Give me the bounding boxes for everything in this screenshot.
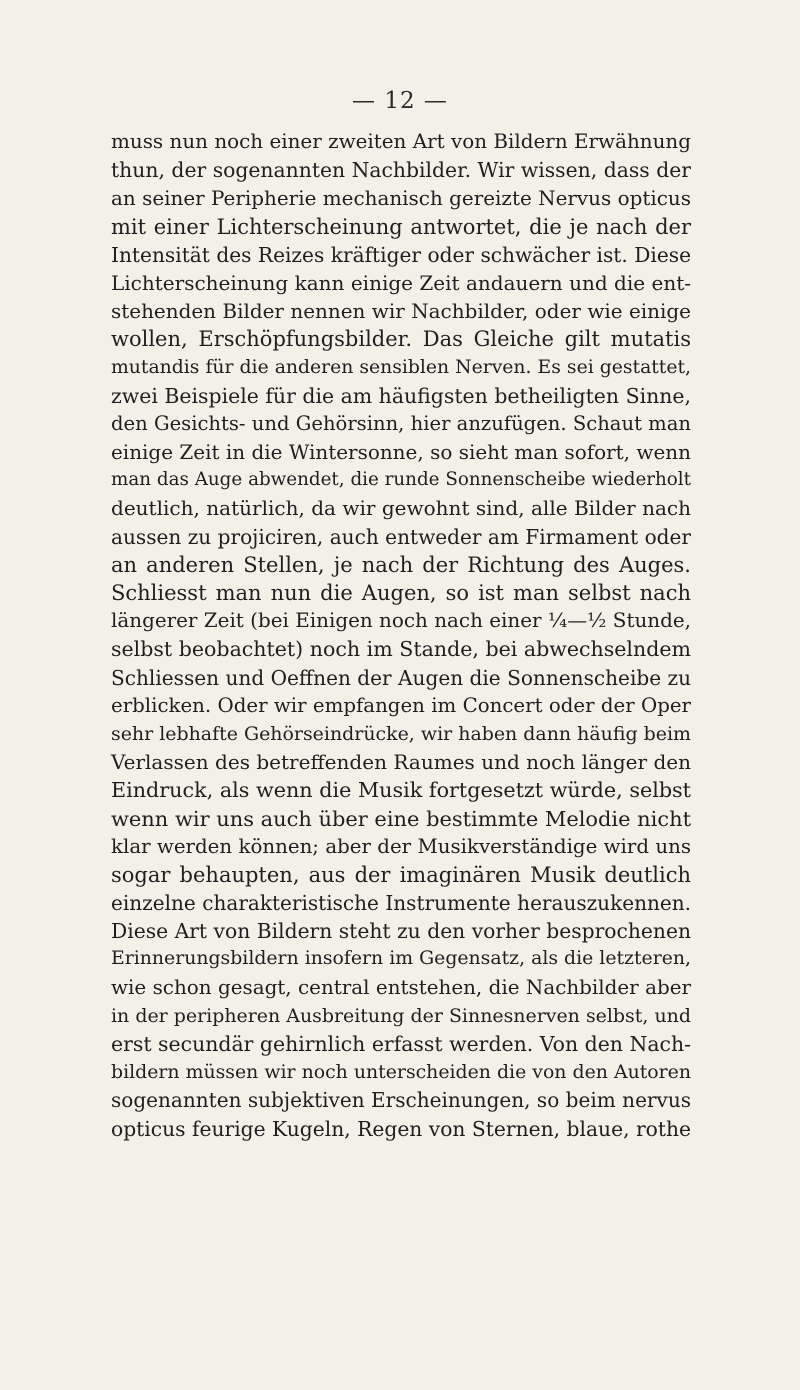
- text-line: mit einer Lichterscheinung antwortet, die je nach der: [111, 214, 691, 239]
- text-line: Schliessen und Oeffnen der Augen die Sonnenscheibe zu: [111, 665, 691, 690]
- text-line: sogenannten subjektiven Erscheinungen, so beim nervus: [111, 1088, 691, 1113]
- text-line: sehr lebhafte Gehörseindrücke, wir haben dann häufig beim: [111, 722, 691, 745]
- text-line: Erinnerungsbildern insofern im Gegensatz, als die letzteren,: [111, 948, 691, 970]
- text-line: an seiner Peripherie mechanisch gereizte Nervus opticus: [111, 186, 691, 211]
- text-line: Intensität des Reizes kräftiger oder schwächer ist. Diese: [111, 242, 691, 267]
- text-line: stehenden Bilder nennen wir Nachbilder, oder wie einige: [111, 299, 691, 324]
- text-line: deutlich, natürlich, da wir gewohnt sind, alle Bilder nach: [111, 496, 691, 521]
- text-line: opticus feurige Kugeln, Regen von Sternen, blaue, rothe: [111, 1116, 691, 1141]
- text-line: in der peripheren Ausbreitung der Sinnesnerven selbst, und: [111, 1004, 691, 1027]
- text-line: wenn wir uns auch über eine bestimmte Melodie nicht: [111, 806, 691, 831]
- text-line: muss nun noch einer zweiten Art von Bildern Erwähnung: [111, 130, 691, 153]
- text-line: selbst beobachtet) noch im Stande, bei abwechselndem: [111, 637, 691, 662]
- text-line: wollen, Erschöpfungsbilder. Das Gleiche gilt mutatis: [111, 327, 691, 352]
- text-line: Schliesst man nun die Augen, so ist man selbst nach: [111, 581, 691, 605]
- text-line: zwei Beispiele für die am häufigsten betheiligten Sinne,: [111, 383, 691, 408]
- text-line: erst secundär gehirnlich erfasst werden. Von den Nach-: [111, 1032, 691, 1056]
- text-line: bildern müssen wir noch unterscheiden die von den Autoren: [111, 1061, 691, 1084]
- text-line: an anderen Stellen, je nach der Richtung des Auges.: [111, 552, 691, 577]
- text-line: einige Zeit in die Wintersonne, so sieht man sofort, wenn: [111, 440, 691, 465]
- text-line: man das Auge abwendet, die runde Sonnenscheibe wiederholt: [111, 469, 691, 491]
- text-line: wie schon gesagt, central entstehen, die Nachbilder aber: [111, 975, 691, 999]
- page-number: — 12 —: [352, 88, 448, 114]
- text-line: Diese Art von Bildern steht zu den vorher besprochenen: [111, 919, 691, 944]
- text-line: den Gesichts- und Gehörsinn, hier anzufügen. Schaut man: [111, 411, 691, 435]
- text-line: klar werden können; aber der Musikverständige wird uns: [111, 834, 691, 858]
- text-line: Verlassen des betreffenden Raumes und noch länger den: [111, 750, 691, 775]
- text-line: thun, der sogenannten Nachbilder. Wir wissen, dass der: [111, 158, 691, 183]
- body-text: [111, 128, 691, 1143]
- text-line: erblicken. Oder wir empfangen im Concert oder der Oper: [111, 693, 691, 717]
- text-line: Lichterscheinung kann einige Zeit andauern und die ent-: [111, 270, 691, 295]
- text-line: Eindruck, als wenn die Musik fortgesetzt würde, selbst: [111, 778, 691, 803]
- text-line: sogar behaupten, aus der imaginären Musik deutlich: [111, 862, 691, 887]
- text-line: aussen zu projiciren, auch entweder am Firmament oder: [111, 524, 691, 549]
- text-line: einzelne charakteristische Instrumente herauszukennen.: [111, 891, 691, 916]
- text-line: mutandis für die anderen sensiblen Nerven. Es sei gestattet,: [111, 356, 691, 378]
- text-line: längerer Zeit (bei Einigen noch nach einer ¼—½ Stunde,: [111, 609, 691, 633]
